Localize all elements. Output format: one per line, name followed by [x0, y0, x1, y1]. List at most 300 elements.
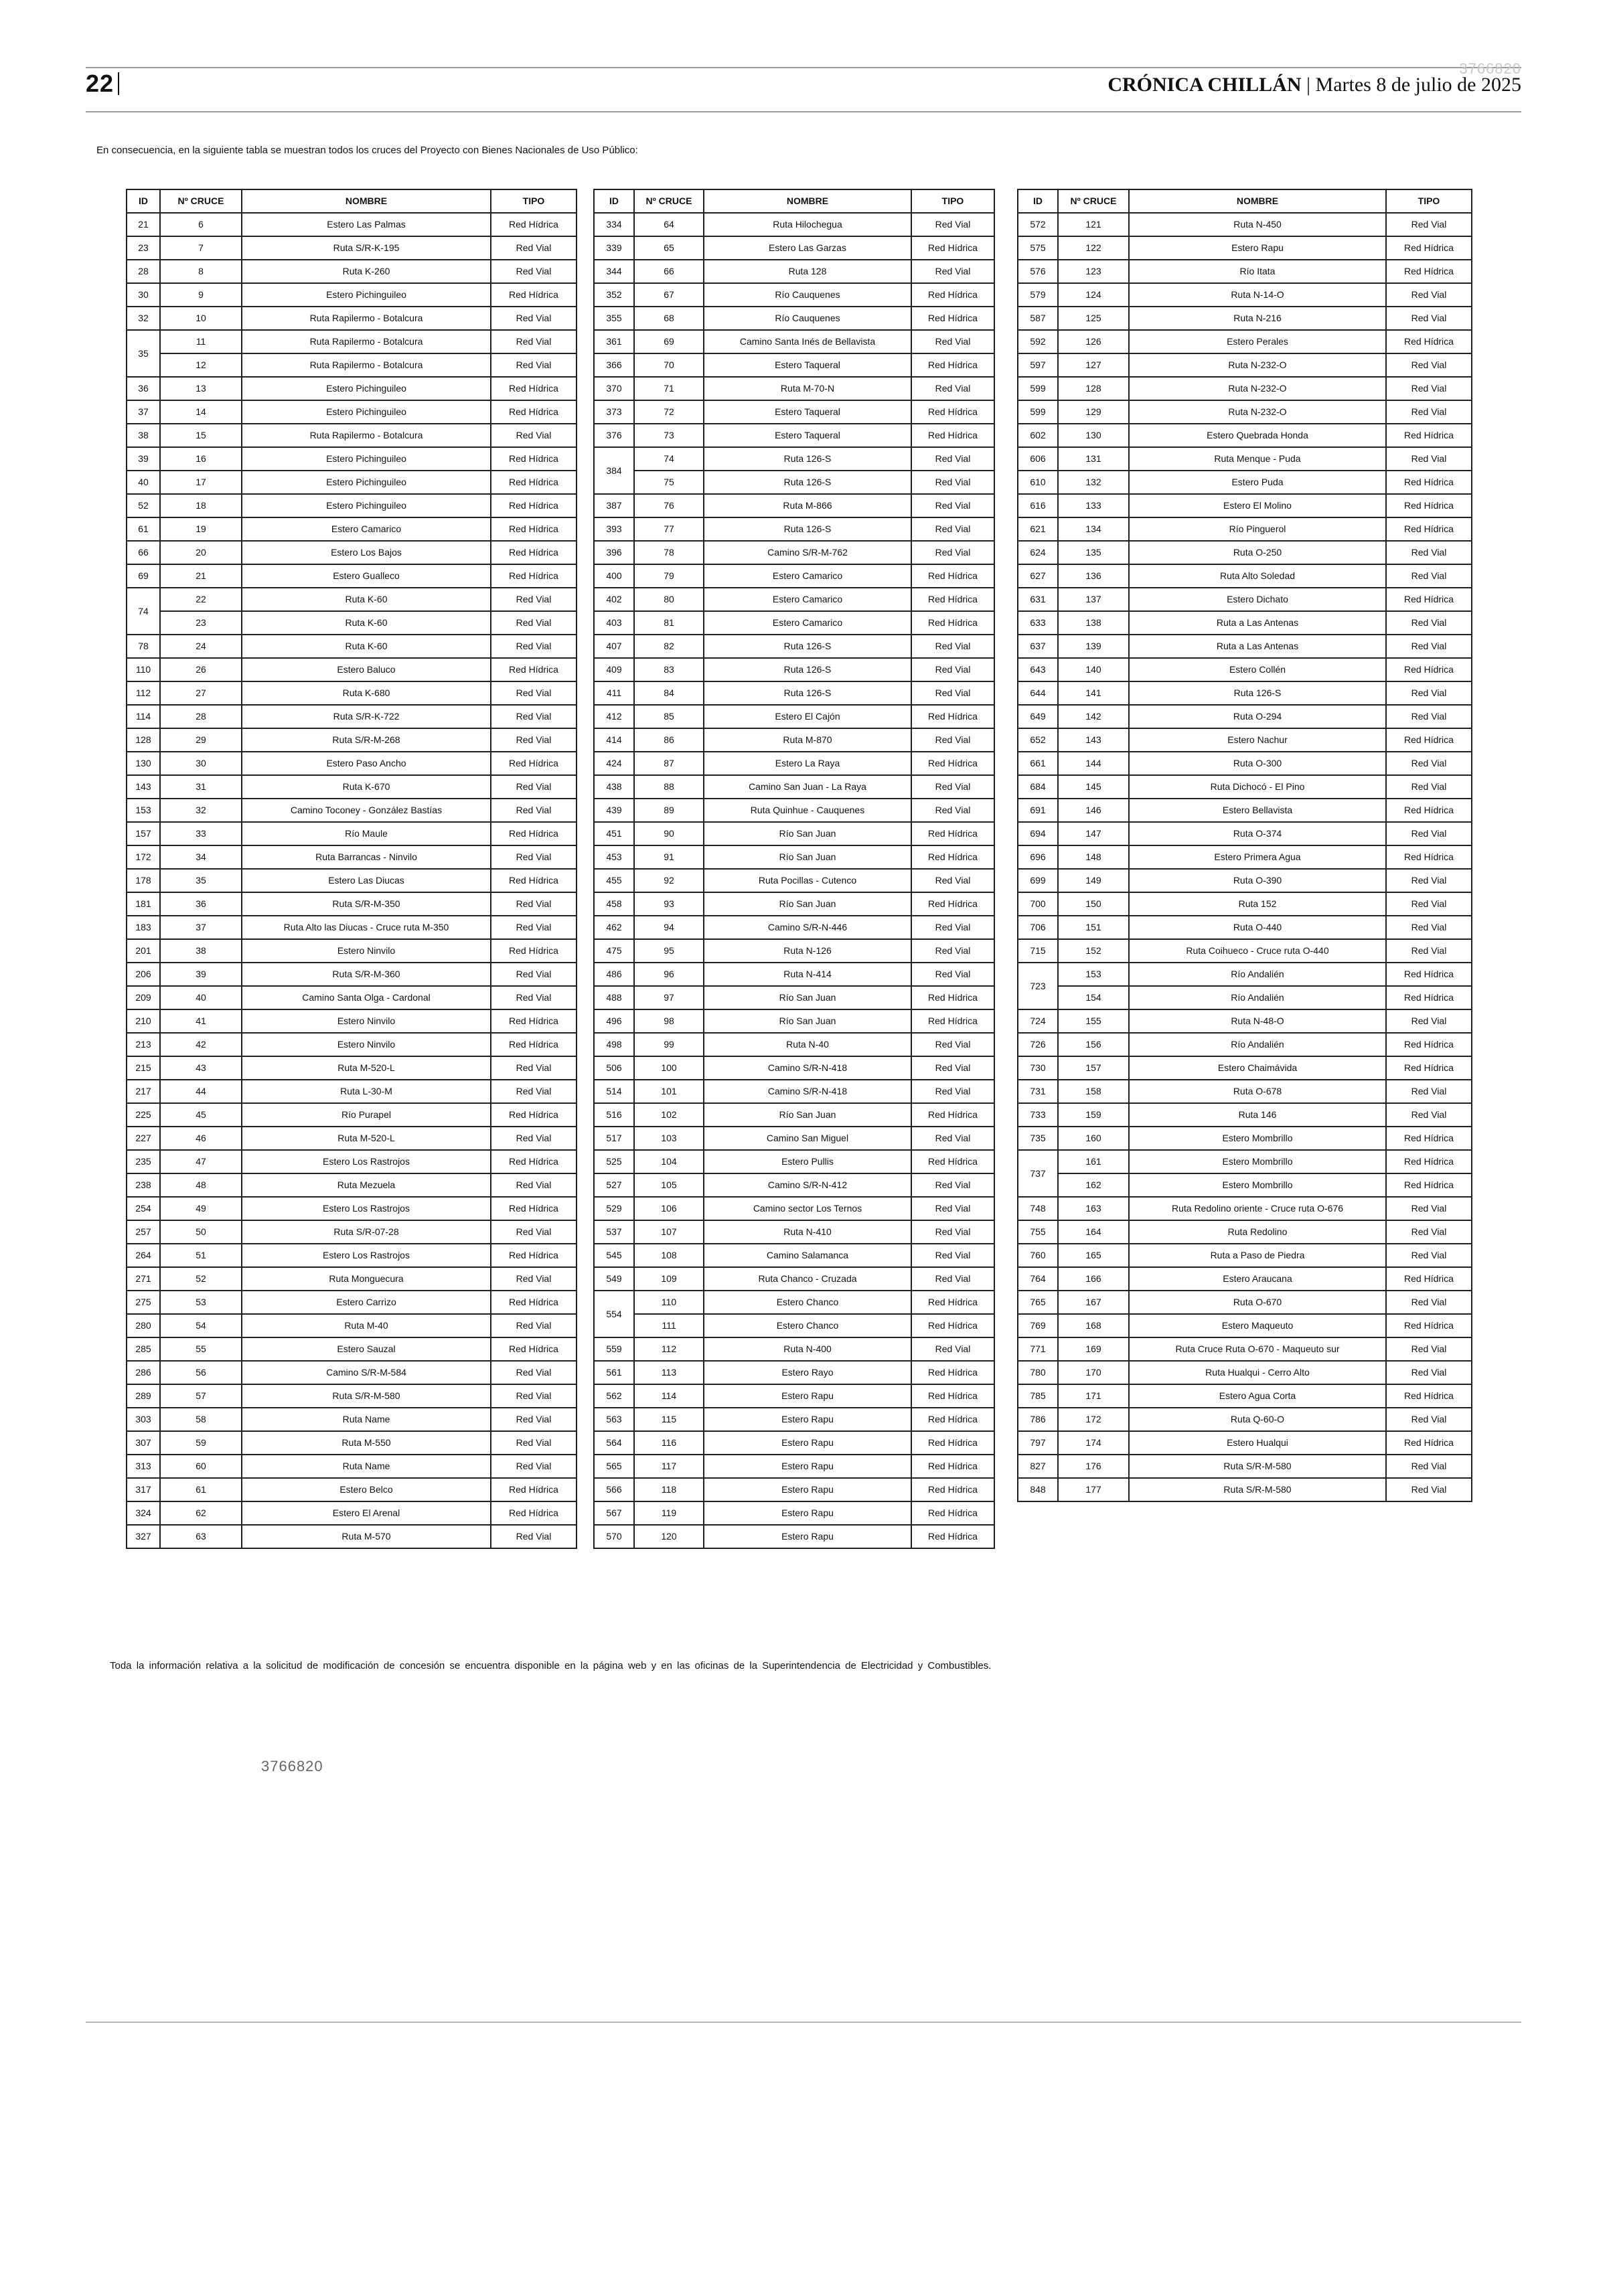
cell-cruce: 129: [1058, 400, 1129, 424]
cell-cruce: 118: [634, 1478, 704, 1501]
cell-nombre: Ruta Rapilermo - Botalcura: [242, 307, 491, 330]
cell-cruce: 170: [1058, 1361, 1129, 1384]
cell-tipo: Red Vial: [1386, 447, 1472, 471]
table-row: [127, 1080, 577, 1103]
table-row: [1018, 1056, 1472, 1080]
cell-cruce: 87: [634, 752, 704, 775]
cell-tipo: Red Vial: [1386, 541, 1472, 564]
cell-nombre: Camino Santa Olga - Cardonal: [242, 986, 491, 1009]
cell-cruce: 43: [160, 1056, 242, 1080]
cell-nombre: Camino sector Los Ternos: [704, 1197, 911, 1220]
cell-id: 496: [594, 1009, 634, 1033]
table-row: [1018, 1291, 1472, 1314]
cell-tipo: Red Vial: [1386, 869, 1472, 892]
cell-tipo: Red Vial: [491, 236, 577, 260]
cell-id: 765: [1018, 1291, 1058, 1314]
table-row: [1018, 916, 1472, 939]
cell-tipo: Red Hídrica: [491, 1501, 577, 1525]
cell-id: 498: [594, 1033, 634, 1056]
cell-cruce: 130: [1058, 424, 1129, 447]
cell-tipo: Red Vial: [1386, 1478, 1472, 1501]
cell-tipo: Red Hídrica: [911, 1150, 994, 1173]
cell-tipo: Red Vial: [911, 541, 994, 564]
table-row: [1018, 939, 1472, 963]
table-row: [1018, 353, 1472, 377]
table-row: [594, 1009, 994, 1033]
cell-tipo: Red Hídrica: [491, 1478, 577, 1501]
cell-nombre: Ruta a Paso de Piedra: [1129, 1244, 1386, 1267]
cell-id: 735: [1018, 1127, 1058, 1150]
cell-tipo: Red Vial: [1386, 283, 1472, 307]
cell-tipo: Red Hídrica: [911, 424, 994, 447]
cell-id: 644: [1018, 681, 1058, 705]
cell-nombre: Ruta N-48-O: [1129, 1009, 1386, 1033]
cell-id: 715: [1018, 939, 1058, 963]
cell-nombre: Estero Dichato: [1129, 588, 1386, 611]
cell-cruce: 41: [160, 1009, 242, 1033]
cell-id: 384: [594, 447, 634, 494]
cell-nombre: Ruta Mezuela: [242, 1173, 491, 1197]
cell-id: 572: [1018, 213, 1058, 236]
cell-cruce: 115: [634, 1408, 704, 1431]
cell-nombre: Estero Nachur: [1129, 728, 1386, 752]
table-row: [127, 822, 577, 845]
cell-tipo: Red Vial: [491, 1220, 577, 1244]
table-row: [1018, 1431, 1472, 1455]
cell-nombre: Ruta M-870: [704, 728, 911, 752]
cell-id: 30: [127, 283, 160, 307]
cell-nombre: Ruta N-414: [704, 963, 911, 986]
cell-cruce: 19: [160, 517, 242, 541]
cell-cruce: 30: [160, 752, 242, 775]
cell-cruce: 84: [634, 681, 704, 705]
cell-nombre: Ruta O-374: [1129, 822, 1386, 845]
cell-tipo: Red Vial: [1386, 400, 1472, 424]
cell-nombre: Ruta Q-60-O: [1129, 1408, 1386, 1431]
table-row: [594, 1501, 994, 1525]
cell-tipo: Red Hídrica: [1386, 588, 1472, 611]
cell-id: 737: [1018, 1150, 1058, 1197]
cell-cruce: 17: [160, 471, 242, 494]
cell-cruce: 33: [160, 822, 242, 845]
cell-id: 344: [594, 260, 634, 283]
cell-id: 225: [127, 1103, 160, 1127]
cell-tipo: Red Vial: [491, 728, 577, 752]
cell-id: 143: [127, 775, 160, 799]
cell-tipo: Red Hídrica: [1386, 471, 1472, 494]
col-header-cruce: Nº CRUCE: [1058, 189, 1129, 213]
cell-cruce: 28: [160, 705, 242, 728]
cell-tipo: Red Hídrica: [1386, 260, 1472, 283]
cell-cruce: 60: [160, 1455, 242, 1478]
table-row: [594, 845, 994, 869]
cell-nombre: Ruta Pocillas - Cutenco: [704, 869, 911, 892]
cell-tipo: Red Hídrica: [491, 517, 577, 541]
table-row: [594, 424, 994, 447]
cell-id: 387: [594, 494, 634, 517]
cell-nombre: Estero Agua Corta: [1129, 1384, 1386, 1408]
table-row: [127, 752, 577, 775]
cell-nombre: Estero Hualqui: [1129, 1431, 1386, 1455]
header-rule: [86, 111, 1521, 112]
cell-id: 376: [594, 424, 634, 447]
cell-cruce: 53: [160, 1291, 242, 1314]
cell-tipo: Red Hídrica: [911, 986, 994, 1009]
cell-nombre: Ruta a Las Antenas: [1129, 635, 1386, 658]
cell-id: 554: [594, 1291, 634, 1337]
cell-cruce: 164: [1058, 1220, 1129, 1244]
table-row: [1018, 892, 1472, 916]
table-row: [127, 517, 577, 541]
table-row: [127, 377, 577, 400]
cell-tipo: Red Vial: [491, 775, 577, 799]
cell-tipo: Red Vial: [491, 1361, 577, 1384]
table-row: [594, 728, 994, 752]
cell-nombre: Camino Salamanca: [704, 1244, 911, 1267]
cell-id: 848: [1018, 1478, 1058, 1501]
cell-cruce: 26: [160, 658, 242, 681]
cell-cruce: 155: [1058, 1009, 1129, 1033]
cell-id: 37: [127, 400, 160, 424]
cell-nombre: Ruta S/R-07-28: [242, 1220, 491, 1244]
table-row: [127, 1525, 577, 1548]
cell-id: 35: [127, 330, 160, 377]
table-row: [594, 447, 994, 471]
cell-id: 439: [594, 799, 634, 822]
cell-id: 407: [594, 635, 634, 658]
table-row: [1018, 1337, 1472, 1361]
table-row: [127, 330, 577, 353]
cell-tipo: Red Vial: [911, 799, 994, 822]
cell-nombre: Ruta Redolino oriente - Cruce ruta O-676: [1129, 1197, 1386, 1220]
cell-tipo: Red Vial: [491, 260, 577, 283]
cell-tipo: Red Hídrica: [911, 1525, 994, 1548]
cell-tipo: Red Hídrica: [911, 307, 994, 330]
table-row: [1018, 1009, 1472, 1033]
cell-cruce: 146: [1058, 799, 1129, 822]
cell-nombre: Camino Toconey - González Bastías: [242, 799, 491, 822]
cell-nombre: Ruta Name: [242, 1408, 491, 1431]
cell-cruce: 140: [1058, 658, 1129, 681]
cell-cruce: 98: [634, 1009, 704, 1033]
cell-tipo: Red Vial: [1386, 1080, 1472, 1103]
cell-id: 402: [594, 588, 634, 611]
cell-cruce: 23: [160, 611, 242, 635]
cell-tipo: Red Vial: [911, 1173, 994, 1197]
cell-nombre: Estero Rayo: [704, 1361, 911, 1384]
cell-cruce: 107: [634, 1220, 704, 1244]
table-row: [127, 986, 577, 1009]
cell-id: 39: [127, 447, 160, 471]
cell-tipo: Red Vial: [911, 330, 994, 353]
cell-id: 486: [594, 963, 634, 986]
cell-tipo: Red Vial: [911, 377, 994, 400]
cell-id: 567: [594, 1501, 634, 1525]
table-row: [594, 1127, 994, 1150]
cell-tipo: Red Hídrica: [491, 400, 577, 424]
cell-nombre: Ruta Rapilermo - Botalcura: [242, 424, 491, 447]
cell-id: 209: [127, 986, 160, 1009]
table-row: [127, 1103, 577, 1127]
table-row: [1018, 1455, 1472, 1478]
cell-tipo: Red Hídrica: [911, 588, 994, 611]
table-row: [594, 400, 994, 424]
cell-cruce: 106: [634, 1197, 704, 1220]
cell-tipo: Red Vial: [1386, 1291, 1472, 1314]
table-row: [127, 892, 577, 916]
cell-cruce: 78: [634, 541, 704, 564]
cell-tipo: Red Hídrica: [1386, 986, 1472, 1009]
cell-id: 289: [127, 1384, 160, 1408]
cell-tipo: Red Vial: [1386, 939, 1472, 963]
cell-nombre: Estero Primera Agua: [1129, 845, 1386, 869]
cell-cruce: 94: [634, 916, 704, 939]
table-row: [1018, 260, 1472, 283]
cell-nombre: Ruta Hilochegua: [704, 213, 911, 236]
cell-id: 514: [594, 1080, 634, 1103]
cell-cruce: 44: [160, 1080, 242, 1103]
cell-id: 587: [1018, 307, 1058, 330]
cell-tipo: Red Hídrica: [1386, 494, 1472, 517]
table-row: [594, 1244, 994, 1267]
table-row: [1018, 1361, 1472, 1384]
cell-cruce: 163: [1058, 1197, 1129, 1220]
cell-tipo: Red Vial: [491, 799, 577, 822]
cell-cruce: 32: [160, 799, 242, 822]
cell-nombre: Ruta O-250: [1129, 541, 1386, 564]
cell-tipo: Red Vial: [911, 1220, 994, 1244]
cell-id: 352: [594, 283, 634, 307]
cell-id: 545: [594, 1244, 634, 1267]
cell-tipo: Red Hídrica: [911, 611, 994, 635]
table-row: [1018, 494, 1472, 517]
table-row: [127, 775, 577, 799]
cell-id: 396: [594, 541, 634, 564]
cell-nombre: Estero Rapu: [704, 1408, 911, 1431]
table-row: [127, 1314, 577, 1337]
cell-nombre: Estero Chanco: [704, 1314, 911, 1337]
cell-cruce: 69: [634, 330, 704, 353]
cell-cruce: 36: [160, 892, 242, 916]
cell-cruce: 120: [634, 1525, 704, 1548]
cell-tipo: Red Hídrica: [1386, 1056, 1472, 1080]
cell-nombre: Estero Collén: [1129, 658, 1386, 681]
cell-cruce: 117: [634, 1455, 704, 1478]
cell-tipo: Red Hídrica: [491, 1033, 577, 1056]
cell-nombre: Ruta N-232-O: [1129, 377, 1386, 400]
cell-nombre: Estero Ninvilo: [242, 939, 491, 963]
cell-cruce: 74: [634, 447, 704, 471]
cell-cruce: 154: [1058, 986, 1129, 1009]
cell-id: 393: [594, 517, 634, 541]
cell-id: 183: [127, 916, 160, 939]
cell-cruce: 64: [634, 213, 704, 236]
table-row: [594, 353, 994, 377]
cell-cruce: 150: [1058, 892, 1129, 916]
cell-tipo: Red Hídrica: [491, 658, 577, 681]
cell-cruce: 136: [1058, 564, 1129, 588]
table-row: [594, 1150, 994, 1173]
cell-id: 235: [127, 1150, 160, 1173]
cell-tipo: Red Vial: [911, 635, 994, 658]
table-row: [1018, 471, 1472, 494]
cell-nombre: Ruta M-570: [242, 1525, 491, 1548]
cell-nombre: Ruta S/R-K-722: [242, 705, 491, 728]
cell-id: 691: [1018, 799, 1058, 822]
cell-cruce: 46: [160, 1127, 242, 1150]
cell-nombre: Ruta a Las Antenas: [1129, 611, 1386, 635]
cell-tipo: Red Vial: [911, 728, 994, 752]
table-row: [127, 658, 577, 681]
cell-nombre: Estero Pichinguileo: [242, 447, 491, 471]
cell-id: 599: [1018, 377, 1058, 400]
table-row: [127, 260, 577, 283]
table-row: [127, 471, 577, 494]
cell-id: 649: [1018, 705, 1058, 728]
cell-cruce: 153: [1058, 963, 1129, 986]
cell-cruce: 127: [1058, 353, 1129, 377]
cell-cruce: 158: [1058, 1080, 1129, 1103]
cell-cruce: 39: [160, 963, 242, 986]
table-row: [127, 400, 577, 424]
cell-nombre: Estero Belco: [242, 1478, 491, 1501]
cell-cruce: 45: [160, 1103, 242, 1127]
cell-id: 38: [127, 424, 160, 447]
cell-cruce: 109: [634, 1267, 704, 1291]
table-row: [594, 822, 994, 845]
table-row: [127, 283, 577, 307]
cell-tipo: Red Hídrica: [491, 869, 577, 892]
cell-nombre: Río Andalién: [1129, 1033, 1386, 1056]
table-row: [127, 447, 577, 471]
cell-id: 559: [594, 1337, 634, 1361]
cell-id: 529: [594, 1197, 634, 1220]
cell-id: 592: [1018, 330, 1058, 353]
table-row: [594, 494, 994, 517]
table-row: [594, 588, 994, 611]
table-row: [1018, 213, 1472, 236]
cell-nombre: Estero Araucana: [1129, 1267, 1386, 1291]
cell-cruce: 80: [634, 588, 704, 611]
cell-tipo: Red Vial: [1386, 775, 1472, 799]
cell-tipo: Red Vial: [1386, 916, 1472, 939]
cell-id: 575: [1018, 236, 1058, 260]
table-row: [594, 1525, 994, 1548]
cell-nombre: Estero Baluco: [242, 658, 491, 681]
cell-tipo: Red Vial: [491, 330, 577, 353]
cell-nombre: Ruta N-232-O: [1129, 400, 1386, 424]
cell-id: 110: [127, 658, 160, 681]
cell-nombre: Ruta Barrancas - Ninvilo: [242, 845, 491, 869]
cell-tipo: Red Hídrica: [491, 822, 577, 845]
table-row: [1018, 1478, 1472, 1501]
cell-tipo: Red Hídrica: [491, 471, 577, 494]
cell-tipo: Red Vial: [491, 424, 577, 447]
cell-id: 570: [594, 1525, 634, 1548]
cell-tipo: Red Vial: [491, 986, 577, 1009]
cell-nombre: Camino S/R-M-762: [704, 541, 911, 564]
cell-id: 780: [1018, 1361, 1058, 1384]
table-row: [594, 1314, 994, 1337]
cell-nombre: Río Cauquenes: [704, 283, 911, 307]
table-row: [1018, 424, 1472, 447]
table-row: [1018, 1267, 1472, 1291]
table-row: [594, 705, 994, 728]
cell-tipo: Red Vial: [911, 213, 994, 236]
cell-nombre: Estero Rapu: [704, 1478, 911, 1501]
cell-id: 624: [1018, 541, 1058, 564]
table-row: [594, 986, 994, 1009]
cell-nombre: Camino San Miguel: [704, 1127, 911, 1150]
cell-cruce: 143: [1058, 728, 1129, 752]
cell-id: 627: [1018, 564, 1058, 588]
cell-tipo: Red Hídrica: [491, 1244, 577, 1267]
cell-tipo: Red Hídrica: [911, 1431, 994, 1455]
table-row: [1018, 307, 1472, 330]
table-row: [1018, 728, 1472, 752]
cell-id: 699: [1018, 869, 1058, 892]
cell-cruce: 7: [160, 236, 242, 260]
cell-cruce: 12: [160, 353, 242, 377]
cell-tipo: Red Hídrica: [911, 283, 994, 307]
cell-tipo: Red Vial: [911, 1056, 994, 1080]
cell-id: 610: [1018, 471, 1058, 494]
cell-id: 700: [1018, 892, 1058, 916]
cell-tipo: Red Vial: [1386, 635, 1472, 658]
table-row: [127, 1173, 577, 1197]
cell-tipo: Red Hídrica: [911, 1384, 994, 1408]
cell-id: 755: [1018, 1220, 1058, 1244]
cell-id: 616: [1018, 494, 1058, 517]
cell-cruce: 139: [1058, 635, 1129, 658]
cell-tipo: Red Vial: [491, 892, 577, 916]
cell-nombre: Ruta N-232-O: [1129, 353, 1386, 377]
cell-cruce: 58: [160, 1408, 242, 1431]
cell-nombre: Estero Maqueuto: [1129, 1314, 1386, 1337]
cell-tipo: Red Hídrica: [491, 1103, 577, 1127]
cell-cruce: 65: [634, 236, 704, 260]
cell-tipo: Red Hídrica: [1386, 658, 1472, 681]
cell-id: 238: [127, 1173, 160, 1197]
cell-nombre: Ruta O-294: [1129, 705, 1386, 728]
cell-tipo: Red Vial: [911, 260, 994, 283]
cell-id: 506: [594, 1056, 634, 1080]
cell-nombre: Ruta Cruce Ruta O-670 - Maqueuto sur: [1129, 1337, 1386, 1361]
cell-id: 153: [127, 799, 160, 822]
cell-nombre: Río Andalién: [1129, 963, 1386, 986]
cell-nombre: Ruta Coihueco - Cruce ruta O-440: [1129, 939, 1386, 963]
cell-id: 254: [127, 1197, 160, 1220]
cell-tipo: Red Vial: [491, 611, 577, 635]
cell-cruce: 42: [160, 1033, 242, 1056]
cell-nombre: Estero Las Garzas: [704, 236, 911, 260]
cell-cruce: 104: [634, 1150, 704, 1173]
cell-id: 731: [1018, 1080, 1058, 1103]
table-row: [127, 1455, 577, 1478]
cell-cruce: 67: [634, 283, 704, 307]
cell-nombre: Ruta Hualqui - Cerro Alto: [1129, 1361, 1386, 1384]
table-row: [1018, 681, 1472, 705]
cell-id: 23: [127, 236, 160, 260]
cell-cruce: 116: [634, 1431, 704, 1455]
cell-cruce: 135: [1058, 541, 1129, 564]
cell-cruce: 34: [160, 845, 242, 869]
cell-nombre: Ruta 126-S: [1129, 681, 1386, 705]
cell-id: 339: [594, 236, 634, 260]
cell-id: 462: [594, 916, 634, 939]
cell-tipo: Red Vial: [491, 307, 577, 330]
cell-tipo: Red Hídrica: [911, 236, 994, 260]
